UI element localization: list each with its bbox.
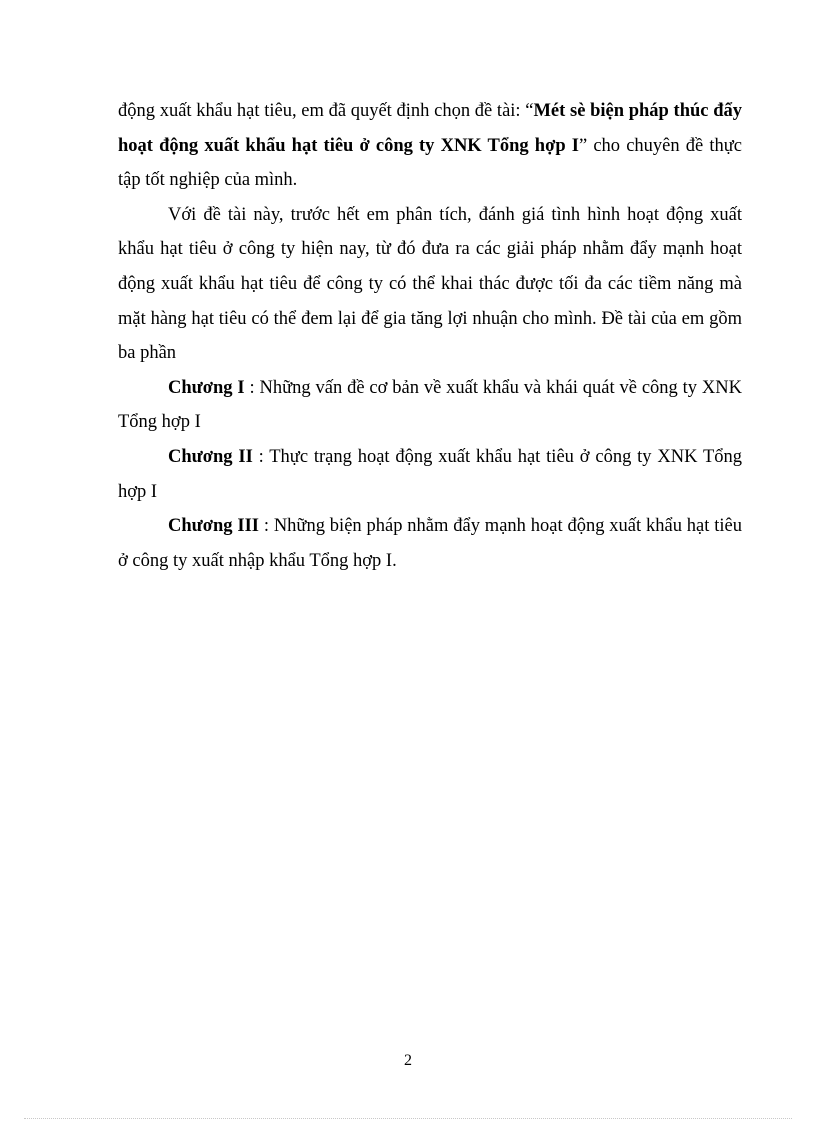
intro-text-before: động xuất khẩu hạt tiêu, em đã quyết định chọn đề tài: “ — [118, 101, 534, 121]
chapter-1-label: Chương I — [168, 377, 245, 398]
thesis-title: Mét sè biện pháp thúc đẩy hoạt động xuất khẩu hạt tiêu ở công ty XNK Tổng hợp I — [118, 101, 742, 156]
overview-paragraph: Với đề tài này, trước hết em phân tích, đánh giá tình hình hoạt động xuất khẩu hạt tiêu ở công ty hiện nay, từ đó đưa ra các giải pháp nhằm đẩy mạnh hoạt động xuất khẩu hạt tiêu để công ty có thể khai thác được tối đa các tiềm năng mà mặt hàng hạt tiêu có thể đem lại để gia tăng lợi nhuận cho mình. Đề tài của em gồm ba phần — [118, 204, 742, 364]
page-number: 2 — [404, 1052, 412, 1069]
intro-text-after: ” cho chuyên đề thực tập tốt nghiệp của mình. — [118, 135, 742, 191]
body-text — [118, 94, 742, 578]
chapter-3-label: Chương III — [168, 516, 259, 537]
chapter-2-text: : Thực trạng hoạt động xuất khẩu hạt tiêu ở công ty XNK Tổng hợp I — [118, 446, 743, 502]
chapter-3-paragraph — [118, 509, 742, 578]
intro-paragraph — [118, 94, 742, 198]
chapter-1-paragraph — [118, 371, 742, 440]
chapter-3-text: : Những biện pháp nhằm đẩy mạnh hoạt động xuất khẩu hạt tiêu ở công ty xuất nhập khẩu Tổng hợp I. — [118, 516, 742, 571]
chapter-1-text: : Những vấn đề cơ bản về xuất khẩu và khái quát về công ty XNK Tổng hợp I — [118, 377, 743, 433]
page-bottom-divider — [24, 1118, 792, 1119]
chapter-2-paragraph — [118, 440, 742, 509]
chapter-2-label: Chương II — [168, 446, 253, 467]
